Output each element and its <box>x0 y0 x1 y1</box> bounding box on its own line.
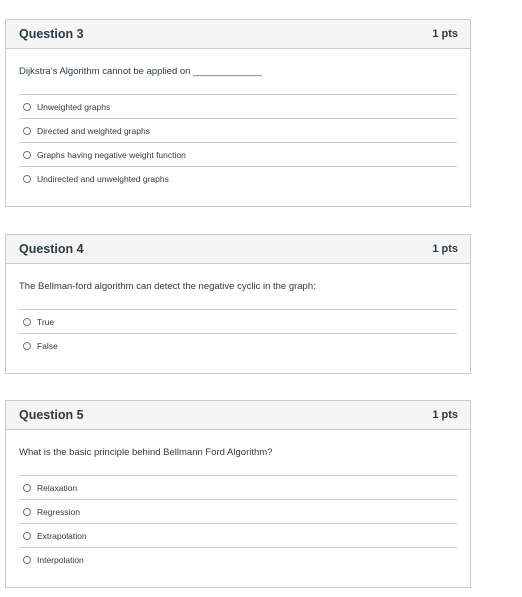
question-header <box>6 401 470 430</box>
radio-button-icon[interactable] <box>23 484 31 492</box>
radio-button-icon[interactable] <box>23 556 31 564</box>
answer-label: Unweighted graphs <box>37 101 111 112</box>
answer-option[interactable] <box>19 500 457 524</box>
question-text: Dijkstra’s Algorithm cannot be applied on _____________ <box>19 66 262 77</box>
answer-option[interactable] <box>19 95 457 119</box>
answer-option[interactable] <box>19 548 457 571</box>
answer-label: Directed and weighted graphs <box>37 125 150 136</box>
answer-option[interactable] <box>19 334 457 357</box>
answer-option[interactable] <box>19 476 457 500</box>
answer-list <box>19 94 457 190</box>
answer-option[interactable] <box>19 167 457 190</box>
question-title: Question 3 <box>19 27 84 41</box>
answer-label: Graphs having negative weight function <box>37 149 186 160</box>
answer-option[interactable] <box>19 143 457 167</box>
answer-label: Regression <box>37 506 80 517</box>
question-header <box>6 20 470 49</box>
question-header <box>6 235 470 264</box>
answer-list <box>19 475 457 571</box>
answer-label: Undirected and unweighted graphs <box>37 173 169 184</box>
answer-label: Interpolation <box>37 554 84 565</box>
question-card-4 <box>5 234 471 374</box>
radio-button-icon[interactable] <box>23 127 31 135</box>
question-points: 1 pts <box>432 243 458 255</box>
answer-option[interactable] <box>19 524 457 548</box>
answer-option[interactable] <box>19 119 457 143</box>
radio-button-icon[interactable] <box>23 103 31 111</box>
question-points: 1 pts <box>432 409 458 421</box>
question-text: The Bellman-ford algorithm can detect the negative cyclic in the graph: <box>19 281 316 292</box>
answer-label: False <box>37 340 58 351</box>
radio-button-icon[interactable] <box>23 175 31 183</box>
radio-button-icon[interactable] <box>23 342 31 350</box>
answer-label: Extrapolation <box>37 530 87 541</box>
answer-list <box>19 309 457 357</box>
question-card-3 <box>5 19 471 207</box>
radio-button-icon[interactable] <box>23 508 31 516</box>
question-points: 1 pts <box>432 28 458 40</box>
question-card-5 <box>5 400 471 588</box>
radio-button-icon[interactable] <box>23 532 31 540</box>
answer-label: Relaxation <box>37 482 78 493</box>
question-title: Question 4 <box>19 242 84 256</box>
radio-button-icon[interactable] <box>23 318 31 326</box>
answer-option[interactable] <box>19 310 457 334</box>
question-text: What is the basic principle behind Bellmann Ford Algorithm? <box>19 447 273 458</box>
radio-button-icon[interactable] <box>23 151 31 159</box>
question-title: Question 5 <box>19 408 84 422</box>
answer-label: True <box>37 316 55 327</box>
